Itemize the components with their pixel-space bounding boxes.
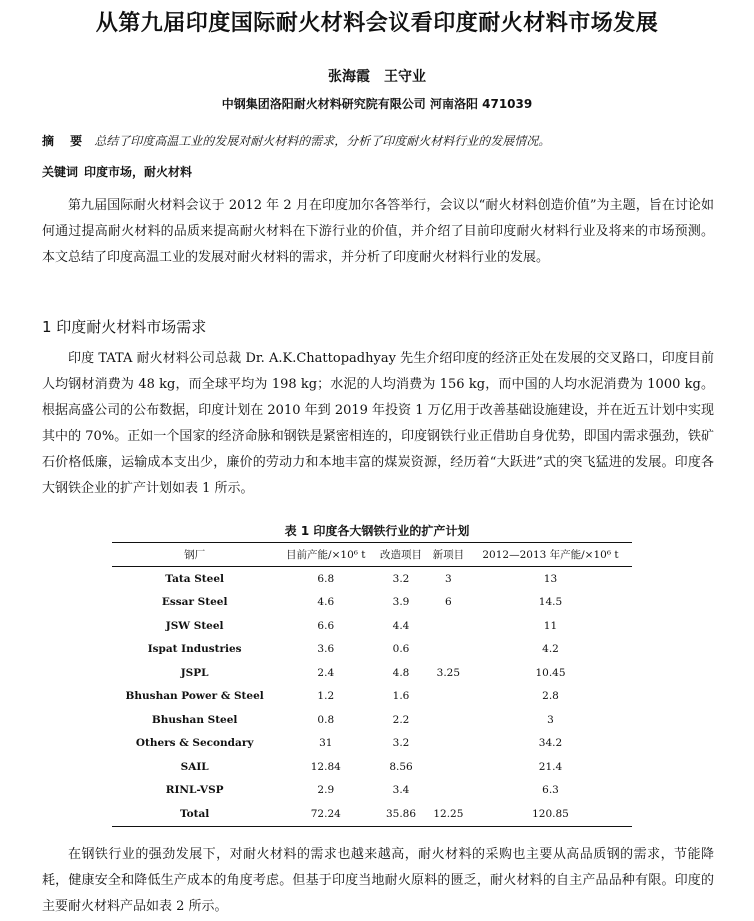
abstract	[42, 132, 732, 149]
table-cell: 14.5	[538, 596, 563, 609]
table-cell: 0.8	[317, 713, 335, 726]
table-row	[112, 567, 632, 591]
table-cell: 3.2	[392, 737, 410, 750]
table-cell: 6	[445, 596, 452, 609]
body-paragraph-2: 印度 TATA 耐火材料公司总裁 Dr. A.K.Chattopadhyay 先生介绍印度的经济正处在发展的交叉路口，印度目前人均钢材消费为 48 kg，而全球平均为 198 kg；水泥的人均消费为 156 kg，而中国的人均水泥消费为 1000 kg。根据高盛公司的公布数据，印度计划在 2010 年到 2019 年投资 1 万亿用于改善基础设施建设，并在近五计划中实现其中的 70%。正如一个国家的经济命脉和钢铁是紧密相连的，印度钢铁行业正借助自身优势，即国内需求强劲，铁矿石价格低廉，运输成本支出少，廉价的劳动力和本地丰富的煤炭资源，经历着“大跃进”式的突飞猛进的发展。印度各大钢铁企业的扩产计划如表 1 所示。	[42, 351, 714, 496]
table-row	[112, 708, 632, 732]
table-row	[112, 661, 632, 685]
steel-plant-name: RINL-VSP	[165, 784, 224, 797]
table-cell: 4.6	[317, 596, 335, 609]
table-cell: 10.45	[535, 666, 566, 679]
steel-plant-name: Bhushan Power & Steel	[125, 690, 264, 703]
table-cell	[428, 614, 469, 638]
paper-title: 从第九届印度国际耐火材料会议看印度耐火材料市场发展	[95, 11, 659, 36]
table-cell: 3	[547, 713, 554, 726]
column-header: 目前产能/×10⁶ t	[277, 543, 374, 567]
steel-plant-name: Total	[112, 802, 277, 826]
table-row	[112, 779, 632, 803]
author-name: 王守业	[384, 69, 426, 85]
table-cell: 3.6	[317, 643, 335, 656]
table-cell: 8.56	[389, 760, 413, 773]
table-caption: 表 1 印度各大钢铁行业的扩产计划	[284, 524, 470, 538]
table-row	[112, 685, 632, 709]
table-cell: 72.24	[277, 802, 374, 826]
keywords	[42, 163, 732, 180]
author-name: 张海霞	[328, 69, 370, 85]
table-cell: 4.8	[392, 666, 410, 679]
table-cell: 120.85	[469, 802, 632, 826]
table-cell: 2.8	[542, 690, 559, 703]
abstract-text: 总结了印度高温工业的发展对耐火材料的需求，分析了印度耐火材料行业的发展情况。	[94, 134, 551, 148]
steel-expansion-table	[112, 542, 632, 827]
table-row	[112, 638, 632, 662]
steel-plant-name: Ispat Industries	[147, 643, 242, 656]
table-cell: 3.2	[392, 572, 410, 585]
steel-plant-name: JSW Steel	[165, 619, 224, 632]
table-cell: 3.9	[392, 596, 410, 609]
section-heading: 1 印度耐火材料市场需求	[42, 318, 207, 336]
table-cell: 3	[445, 572, 452, 585]
column-header: 钢厂	[112, 543, 277, 567]
table-cell: 21.4	[538, 760, 563, 773]
abstract-label: 摘 要	[42, 134, 89, 148]
steel-plant-name: Tata Steel	[165, 572, 224, 585]
table-cell: 11	[543, 619, 558, 632]
table-cell: 1.2	[317, 690, 335, 703]
table-cell: 3.25	[436, 666, 461, 679]
table-cell	[428, 708, 469, 732]
table-cell: 4.2	[542, 643, 559, 656]
table-cell: 35.86	[374, 802, 427, 826]
table-cell: 13	[543, 572, 558, 585]
table-cell: 12.25	[428, 802, 469, 826]
steel-plant-name: JSPL	[180, 666, 209, 679]
table-cell: 6.6	[317, 619, 335, 632]
column-header: 2012—2013 年产能/×10⁶ t	[469, 543, 632, 567]
column-header: 新项目	[428, 543, 469, 567]
table-row	[112, 614, 632, 638]
table-cell: 2.9	[317, 784, 335, 797]
keywords-label: 关键词	[42, 165, 79, 179]
steel-plant-name: Bhushan Steel	[151, 713, 238, 726]
table-row	[112, 802, 632, 826]
table-cell	[428, 779, 469, 803]
table-cell	[428, 755, 469, 779]
table-cell: 12.84	[310, 760, 341, 773]
table-cell: 4.4	[392, 619, 410, 632]
table-cell: 6.3	[542, 784, 559, 797]
table-cell	[428, 732, 469, 756]
table-cell: 0.6	[392, 643, 410, 656]
table-cell: 31	[319, 737, 333, 750]
table-cell: 2.2	[392, 713, 410, 726]
table-row	[112, 591, 632, 615]
table-cell	[428, 638, 469, 662]
table-cell: 1.6	[392, 690, 410, 703]
steel-plant-name: Essar Steel	[161, 596, 228, 609]
table-cell: 6.8	[317, 572, 335, 585]
table-cell: 3.4	[392, 784, 410, 797]
column-header: 改造项目	[374, 543, 427, 567]
table-cell: 2.4	[317, 666, 335, 679]
keywords-text: 印度市场，耐火材料	[84, 165, 193, 179]
body-paragraph-3: 在钢铁行业的强劲发展下，对耐火材料的需求也越来越高，耐火材料的采购也主要从高品质钢的需求，节能降耗，健康安全和降低生产成本的角度考虑。但基于印度当地耐火原料的匮乏，耐火材料的自主产品品种有限。印度的主要耐火材料产品如表 2 所示。	[42, 847, 714, 914]
author-list	[0, 66, 754, 86]
steel-plant-name: Others & Secondary	[135, 737, 254, 750]
affiliation: 中钢集团洛阳耐火材料研究院有限公司 河南洛阳 471039	[221, 97, 533, 111]
table-header-row	[112, 543, 632, 567]
table-row	[112, 755, 632, 779]
table-cell: 34.2	[538, 737, 563, 750]
table-row	[112, 732, 632, 756]
table-cell	[428, 685, 469, 709]
body-paragraph-1: 第九届国际耐火材料会议于 2012 年 2 月在印度加尔各答举行，会议以“耐火材料创造价值”为主题，旨在讨论如何通过提高耐火材料的品质来提高耐火材料在下游行业的价值，并介绍了目前印度耐火材料行业及将来的市场预测。本文总结了印度高温工业的发展对耐火材料的需求，并分析了印度耐火材料行业的发展。	[42, 198, 714, 265]
steel-plant-name: SAIL	[180, 760, 209, 773]
